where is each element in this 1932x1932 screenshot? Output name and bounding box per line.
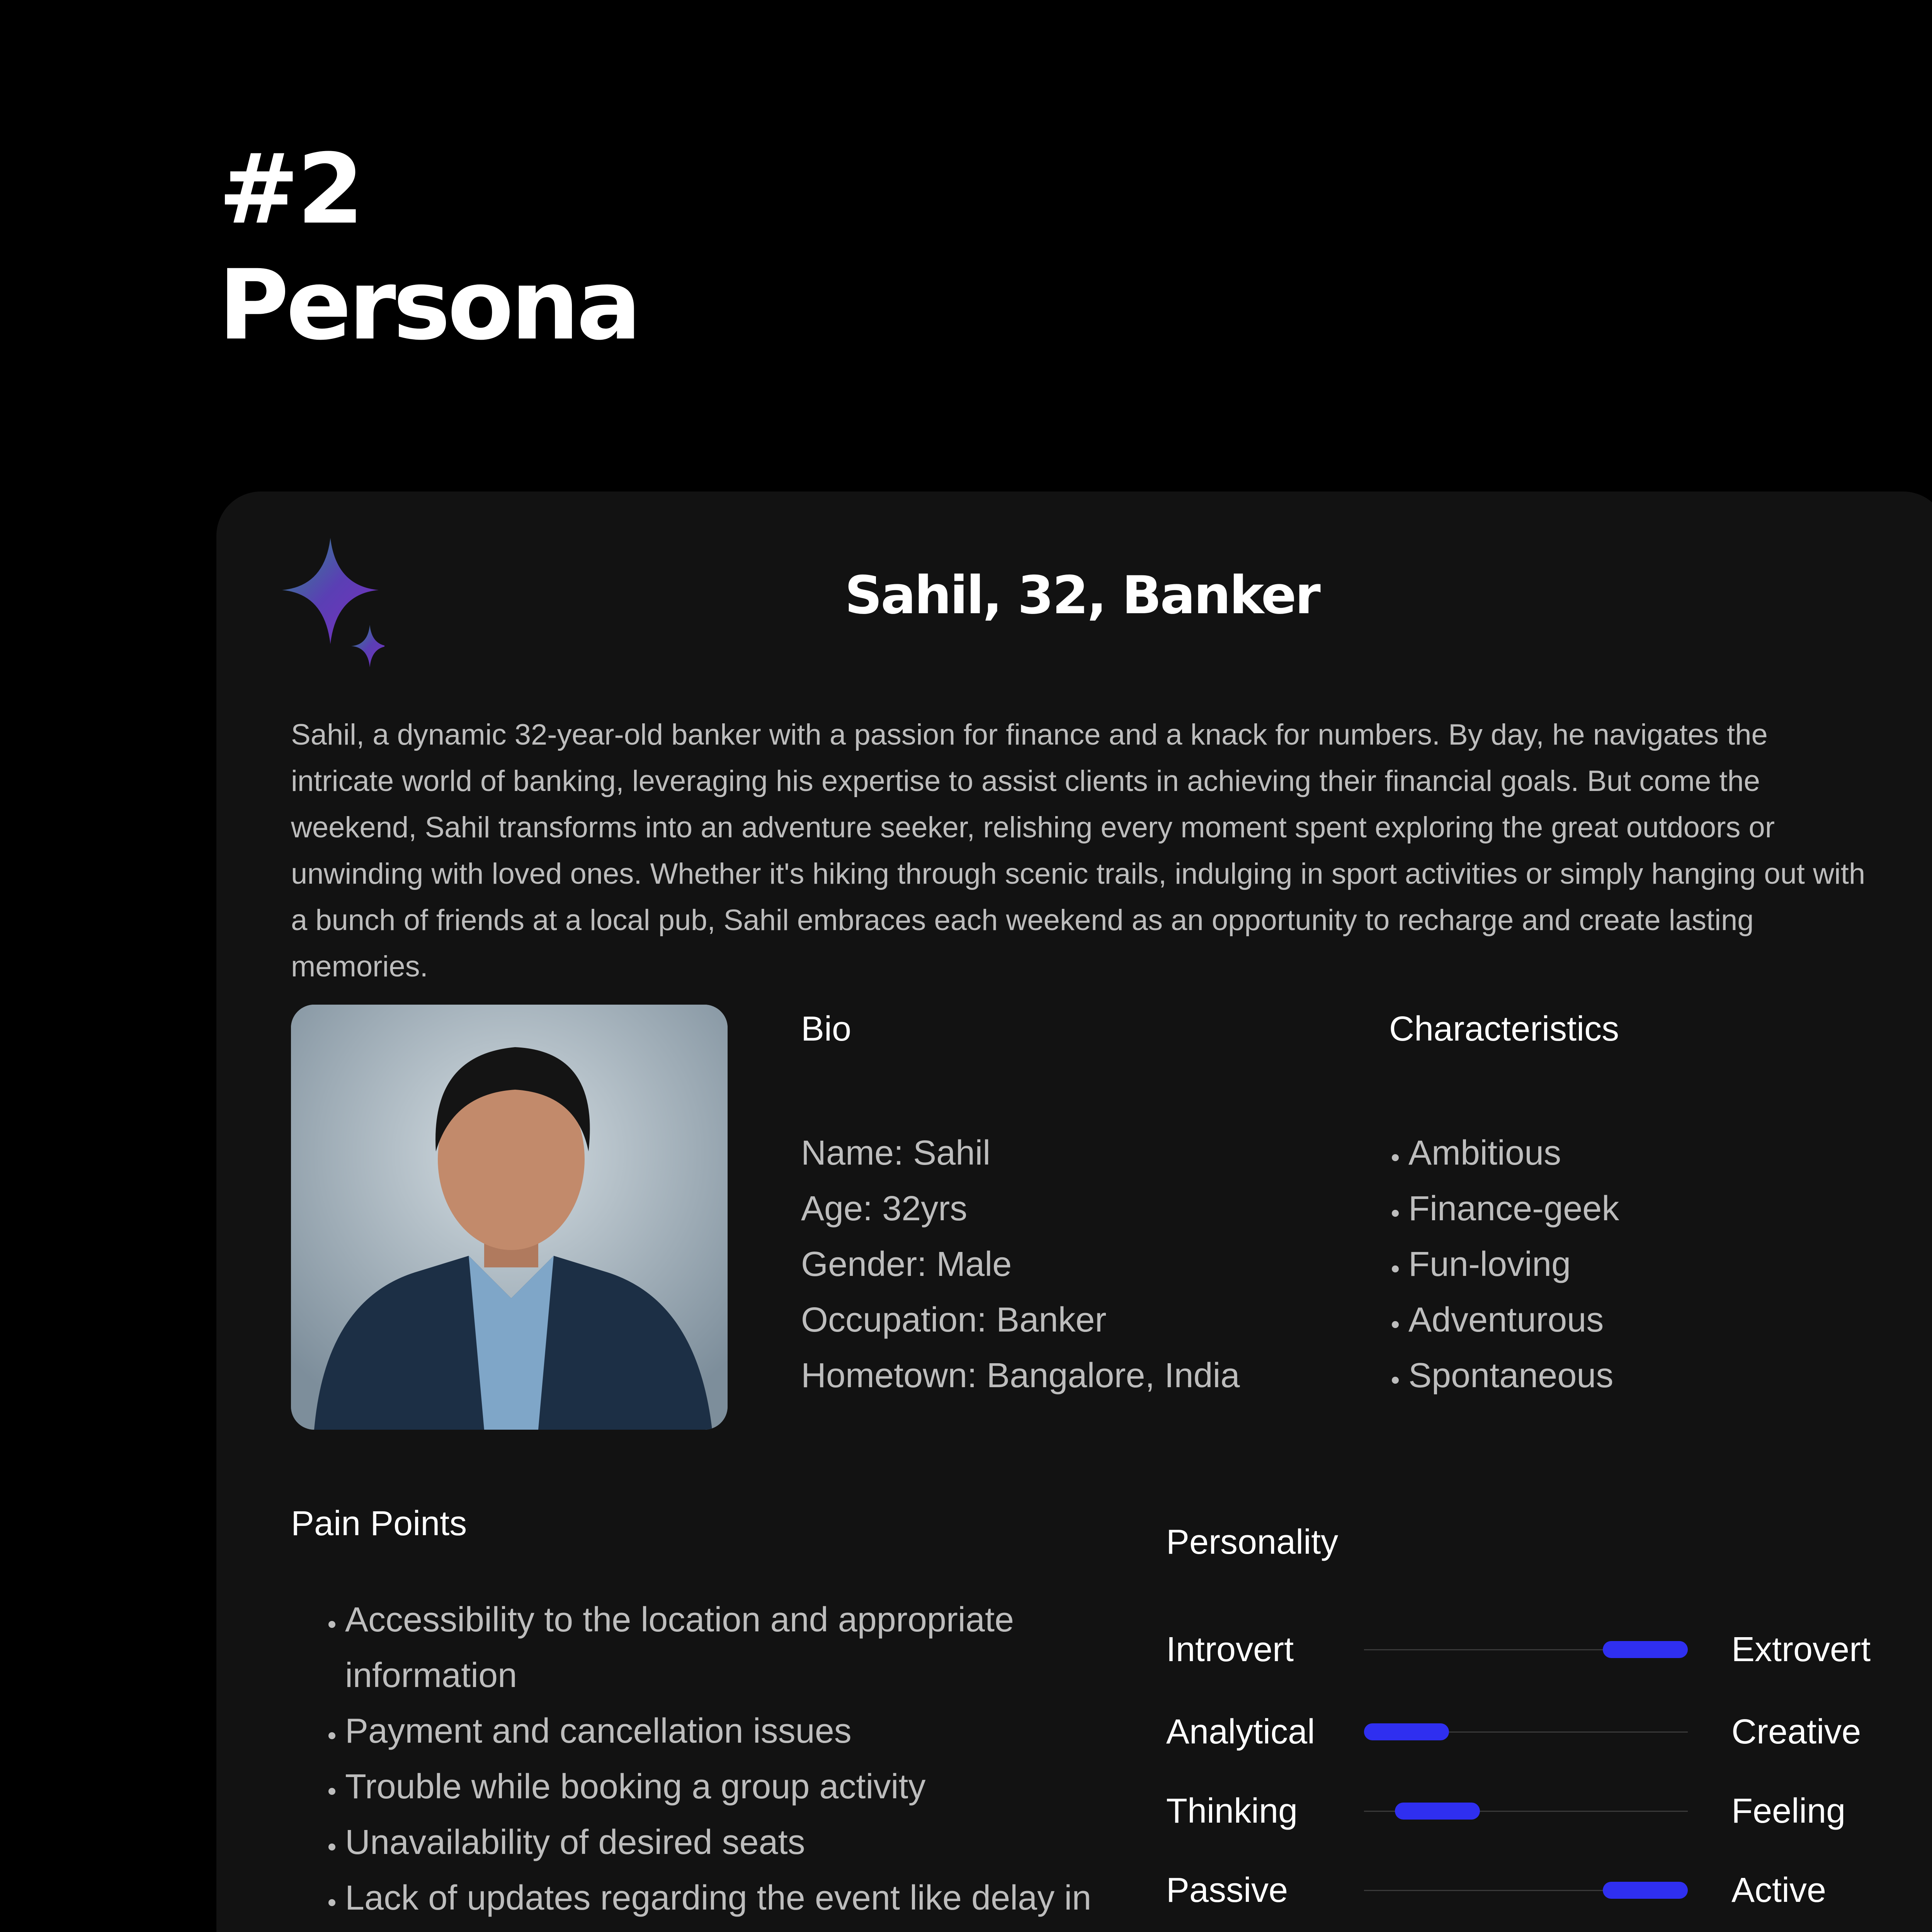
- list-item: • Finance-geek: [1408, 1181, 1891, 1236]
- portrait-image: [291, 1005, 728, 1430]
- trait-right-label: Active: [1731, 1871, 1827, 1910]
- trait-passive-active: [1166, 1867, 1893, 1913]
- bio-occupation: Occupation: Banker: [801, 1301, 1107, 1339]
- persona-number: #2: [218, 133, 362, 245]
- characteristics-list: [1365, 1125, 1891, 1403]
- trait-thinking-feeling: [1166, 1788, 1893, 1834]
- trait-slider-track: [1364, 1649, 1688, 1650]
- trait-left-label: Passive: [1166, 1871, 1288, 1910]
- bio-heading: Bio: [801, 1010, 852, 1048]
- bio-age: Age: 32yrs: [801, 1189, 968, 1228]
- pain-points-heading: Pain Points: [291, 1504, 467, 1543]
- trait-slider-track: [1364, 1811, 1688, 1812]
- trait-slider-knob: [1603, 1641, 1688, 1658]
- bio-list: [801, 1125, 1240, 1403]
- list-item: • Accessibility to the location and appropriate information: [345, 1592, 1118, 1703]
- trait-right-label: Creative: [1731, 1713, 1861, 1751]
- trait-slider-knob: [1395, 1803, 1480, 1820]
- trait-slider-track: [1364, 1890, 1688, 1891]
- list-item: • Fun-loving: [1408, 1236, 1891, 1292]
- bio-gender: Gender: Male: [801, 1245, 1012, 1284]
- persona-summary: Sahil, a dynamic 32-year-old banker with a passion for finance and a knack for numbers. By day, he navigates the intricate world of banking, leveraging his expertise to assist clients in achieving their financial goals. But come the weekend, Sahil transforms into an adventure seeker, relishing every moment spent exploring the great outdoors or unwinding with loved ones. Whether it's hiking through scenic trails, indulging in sport activities or simply hanging out with a bunch of friends at a local pub, Sahil embraces each weekend as an opportunity to recharge and create lasting memories.: [291, 718, 1866, 983]
- list-item: • Unavailability of desired seats: [345, 1815, 1118, 1870]
- personality-heading: Personality: [1166, 1523, 1338, 1561]
- page-title: Persona: [218, 249, 639, 361]
- list-item: • Spontaneous: [1408, 1348, 1891, 1403]
- trait-slider-track: [1364, 1731, 1688, 1733]
- trait-left-label: Introvert: [1166, 1630, 1294, 1669]
- list-item: • Trouble while booking a group activity: [345, 1759, 1118, 1815]
- trait-left-label: Analytical: [1166, 1713, 1315, 1751]
- list-item: • Adventurous: [1408, 1292, 1891, 1348]
- trait-slider-knob: [1603, 1882, 1688, 1899]
- bio-name: Name: Sahil: [801, 1134, 991, 1172]
- trait-slider-knob: [1364, 1723, 1449, 1740]
- list-item: • Payment and cancellation issues: [345, 1703, 1118, 1759]
- persona-name-title: Sahil, 32, Banker: [845, 565, 1319, 626]
- persona-card: [216, 492, 1932, 1932]
- persona-photo: [291, 1005, 728, 1430]
- trait-introvert-extrovert: [1166, 1626, 1893, 1673]
- page-header: [218, 131, 638, 363]
- trait-left-label: Thinking: [1166, 1792, 1298, 1830]
- list-item: • Lack of updates regarding the event like delay in: [345, 1870, 1118, 1932]
- trait-right-label: Feeling: [1731, 1792, 1846, 1830]
- trait-analytical-creative: [1166, 1709, 1893, 1755]
- bio-hometown: Hometown: Bangalore, India: [801, 1356, 1240, 1395]
- pain-points-list: [291, 1592, 1118, 1932]
- trait-right-label: Extrovert: [1731, 1630, 1871, 1669]
- list-item: • Ambitious: [1408, 1125, 1891, 1181]
- characteristics-heading: Characteristics: [1389, 1010, 1619, 1048]
